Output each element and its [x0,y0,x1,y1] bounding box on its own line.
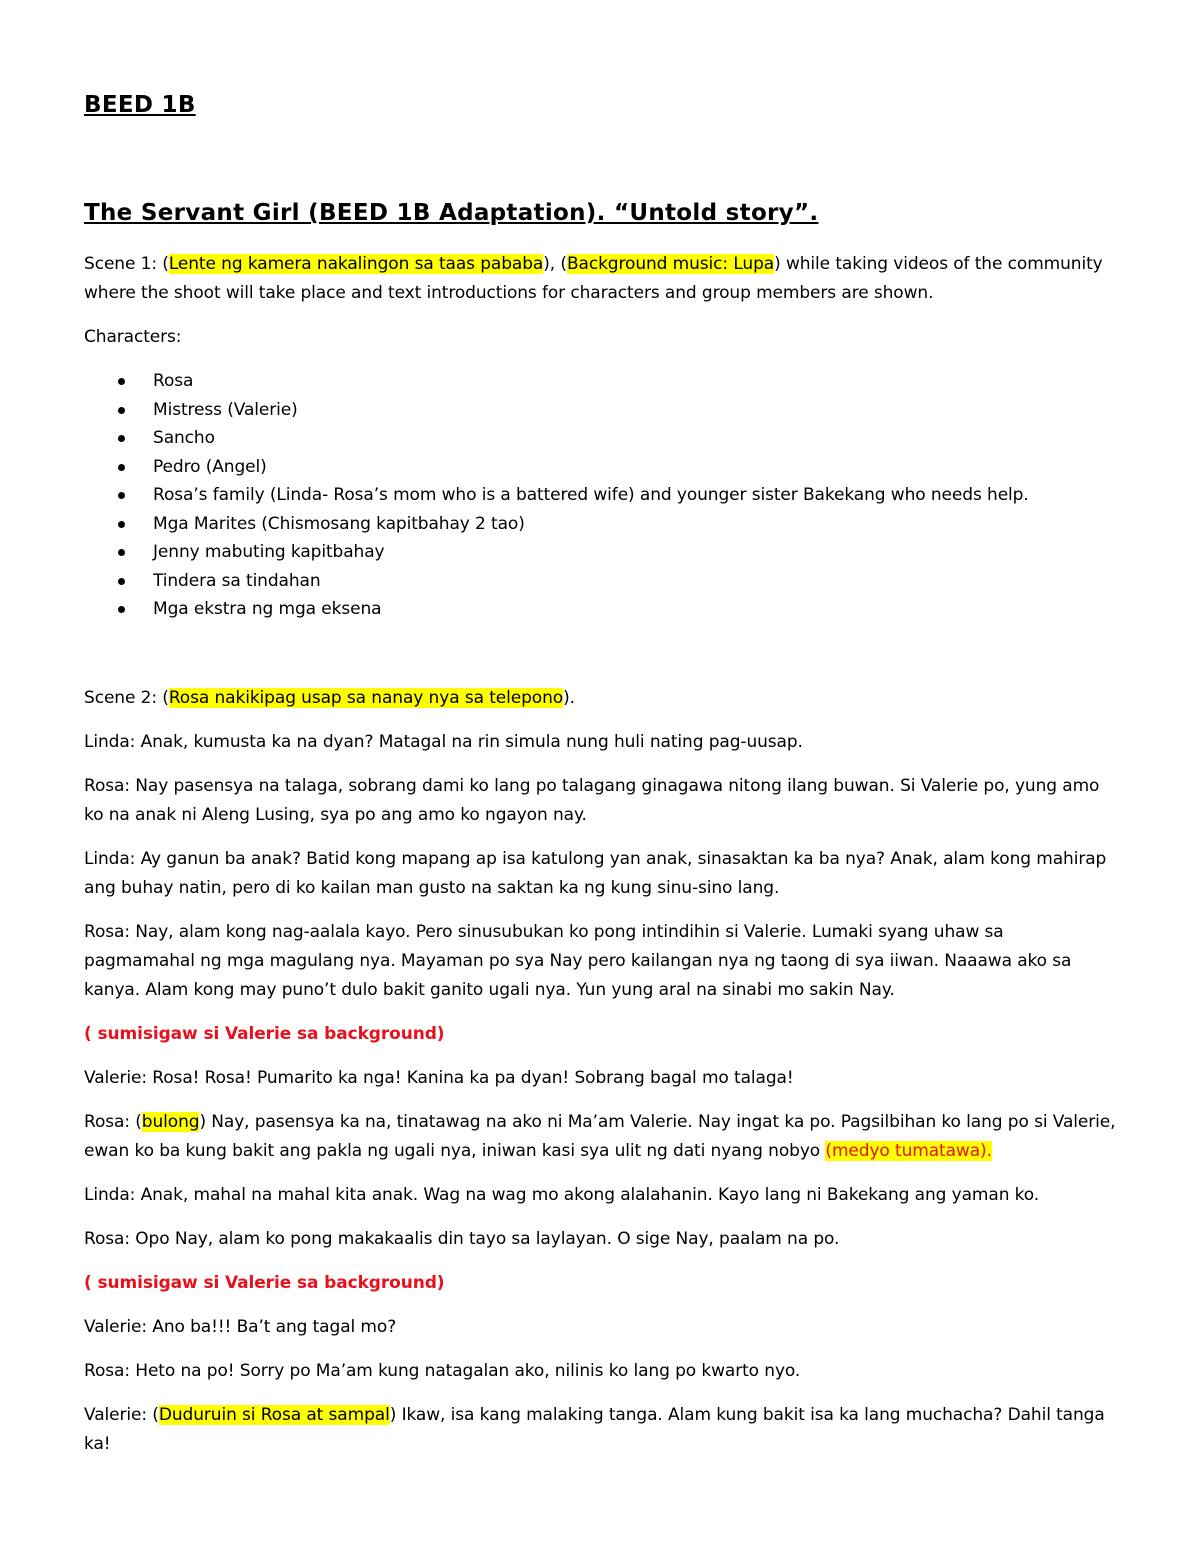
dialogue-line-rosa: Rosa: Nay, alam kong nag-aalala kayo. Pero sinusubukan ko pong intindihin si Valerie. Lumaki syang uhaw sa pagmamahal ng mga magulang nya. Mayaman po sya Nay pero kailangan nya ng taong di sya iiwan. Naaawa ako sa kanya. Alam kong may puno’t dulo bakit ganito ugali nya. Yun yung aral na sinabi mo sakin Nay. [84,921,1072,1000]
stage-direction-highlight: bulong [141,1111,200,1132]
dialogue-line-linda: Linda: Anak, kumusta ka na dyan? Matagal na rin simula nung huli nating pag-uusap. [84,731,803,752]
dialogue-line-linda: Linda: Anak, mahal na mahal kita anak. Wag na wag mo akong alalahanin. Kayo lang ni Bakekang ang yaman ko. [84,1184,1040,1205]
character-list [84,367,1116,624]
character-item: Mga ekstra ng mga eksena [84,595,1116,624]
class-label: BEED 1B [84,92,196,118]
character-item: Mistress (Valerie) [84,396,1116,425]
character-item: Tindera sa tindahan [84,567,1116,596]
character-item: Pedro (Angel) [84,453,1116,482]
bullet-icon [118,549,125,556]
dialogue-line-rosa: Rosa: (bulong) Nay, pasensya ka na, tinatawag na ako ni Ma’am Valerie. Nay ingat ka po. Pagsilbihan ko lang po si Valerie, ewan ko ba kung bakit ang pakla ng ugali nya, iniwan kasi sya ulit ng dati nyang nobyo (medyo tumatawa). [84,1111,1116,1161]
scene-1-paragraph: Scene 1: (Lente ng kamera nakalingon sa taas pababa), (Background music: Lupa) while taking videos of the community where the shoot will take place and text introductions for characters and group members are shown. [84,254,1103,303]
scene-1-label: Scene 1: [84,254,163,274]
dialogue-line-valerie: Valerie: Rosa! Rosa! Pumarito ka nga! Kanina ka pa dyan! Sobrang bagal mo talaga! [84,1067,794,1088]
scene-2-direction: Rosa nakikipag usap sa nanay nya sa telepono [168,687,564,708]
character-item: Rosa’s family (Linda- Rosa’s mom who is a battered wife) and younger sister Bakekang who needs help. [84,481,1116,510]
bullet-icon [118,464,125,471]
scene-1-direction-music: Background music: Lupa [566,254,775,274]
bullet-icon [118,435,125,442]
bullet-icon [118,407,125,414]
bullet-icon [118,606,125,613]
stage-direction: ( sumisigaw si Valerie sa background) [84,1023,445,1044]
character-item: Mga Marites (Chismosang kapitbahay 2 tao) [84,510,1116,539]
scene-1-direction-camera: Lente ng kamera nakalingon sa taas pababa [168,254,544,274]
character-item: Rosa [84,367,1116,396]
stage-direction-inline: (medyo tumatawa). [825,1140,992,1161]
scene-2-paragraph: Scene 2: (Rosa nakikipag usap sa nanay nya sa telepono). [84,687,575,708]
stage-direction: ( sumisigaw si Valerie sa background) [84,1272,445,1293]
play-title: The Servant Girl (BEED 1B Adaptation). “Untold story”. [84,200,819,226]
bullet-icon [118,578,125,585]
dialogue-line-valerie: Valerie: (Duduruin si Rosa at sampal) Ikaw, isa kang malaking tanga. Alam kung bakit isa ka lang muchacha? Dahil tanga ka! [84,1404,1105,1454]
character-item: Jenny mabuting kapitbahay [84,538,1116,567]
dialogue-line-rosa: Rosa: Nay pasensya na talaga, sobrang dami ko lang po talagang ginagawa nitong ilang buwan. Si Valerie po, yung amo ko na anak ni Aleng Lusing, sya po ang amo ko ngayon nay. [84,775,1100,825]
bullet-icon [118,521,125,528]
stage-direction-highlight: Duduruin si Rosa at sampal [158,1404,390,1425]
dialogue-line-valerie: Valerie: Ano ba!!! Ba’t ang tagal mo? [84,1316,397,1337]
bullet-icon [118,492,125,499]
character-item: Sancho [84,424,1116,453]
scene-2-label: Scene 2: [84,687,163,708]
dialogue-line-linda: Linda: Ay ganun ba anak? Batid kong mapang ap isa katulong yan anak, sinasaktan ka ba nya? Anak, alam kong mahirap ang buhay natin, pero di ko kailan man gusto na saktan ka ng kung sinu-sino lang. [84,848,1107,898]
dialogue-line-rosa: Rosa: Opo Nay, alam ko pong makakaalis din tayo sa laylayan. O sige Nay, paalam na po. [84,1228,840,1249]
characters-heading: Characters: [84,327,182,347]
dialogue-line-rosa: Rosa: Heto na po! Sorry po Ma’am kung natagalan ako, nilinis ko lang po kwarto nyo. [84,1360,801,1381]
bullet-icon [118,378,125,385]
